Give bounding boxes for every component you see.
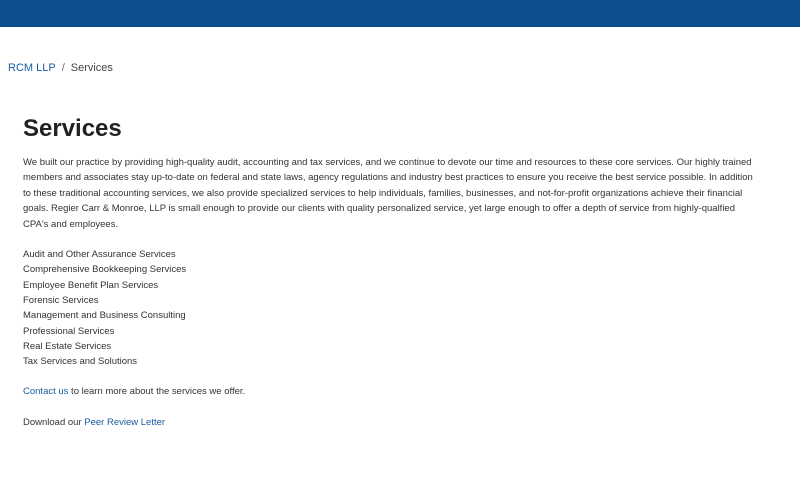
service-item: Real Estate Services: [23, 340, 112, 352]
page-title: Services: [23, 115, 122, 142]
service-item: Professional Services: [23, 325, 115, 337]
top-navigation-bar: [0, 0, 800, 27]
breadcrumb-home-link[interactable]: RCM LLP: [8, 62, 56, 74]
service-list: [23, 247, 753, 369]
service-item: Management and Business Consulting: [23, 310, 186, 322]
service-item: Tax Services and Solutions: [23, 356, 138, 368]
intro-paragraph: We built our practice by providing high-quality audit, accounting and tax services, and we continue to devote our time and resources to these core services. Our highly trained members and associates stay up-to-date on federal and state laws, agency regulations and industry best practices to ensure you receive the best service possible. In addition to these traditional accounting services, we also provide specialized services to help individuals, families, businesses, and not-for-profit organizations achieve their financial goals. Regier Carr & Monroe, LLP is small enough to provide our clients with quality personalized service, yet large enough to offer a depth of service from highly-qualfied CPA's and employees.: [23, 157, 753, 230]
service-item: Forensic Services: [23, 294, 99, 306]
contact-paragraph: [23, 384, 753, 399]
breadcrumb: [8, 61, 113, 75]
peer-review-letter-link[interactable]: Peer Review Letter: [84, 416, 166, 428]
main-content: [23, 114, 753, 430]
download-paragraph: [23, 415, 753, 430]
service-item: Audit and Other Assurance Services: [23, 249, 176, 261]
breadcrumb-separator: /: [61, 62, 65, 74]
breadcrumb-current: Services: [70, 62, 113, 74]
download-text: Download our: [23, 416, 85, 428]
contact-text: to learn more about the services we offer.: [68, 386, 246, 398]
service-item: Comprehensive Bookkeeping Services: [23, 264, 187, 276]
contact-us-link[interactable]: Contact us: [23, 386, 69, 398]
service-item: Employee Benefit Plan Services: [23, 279, 159, 291]
